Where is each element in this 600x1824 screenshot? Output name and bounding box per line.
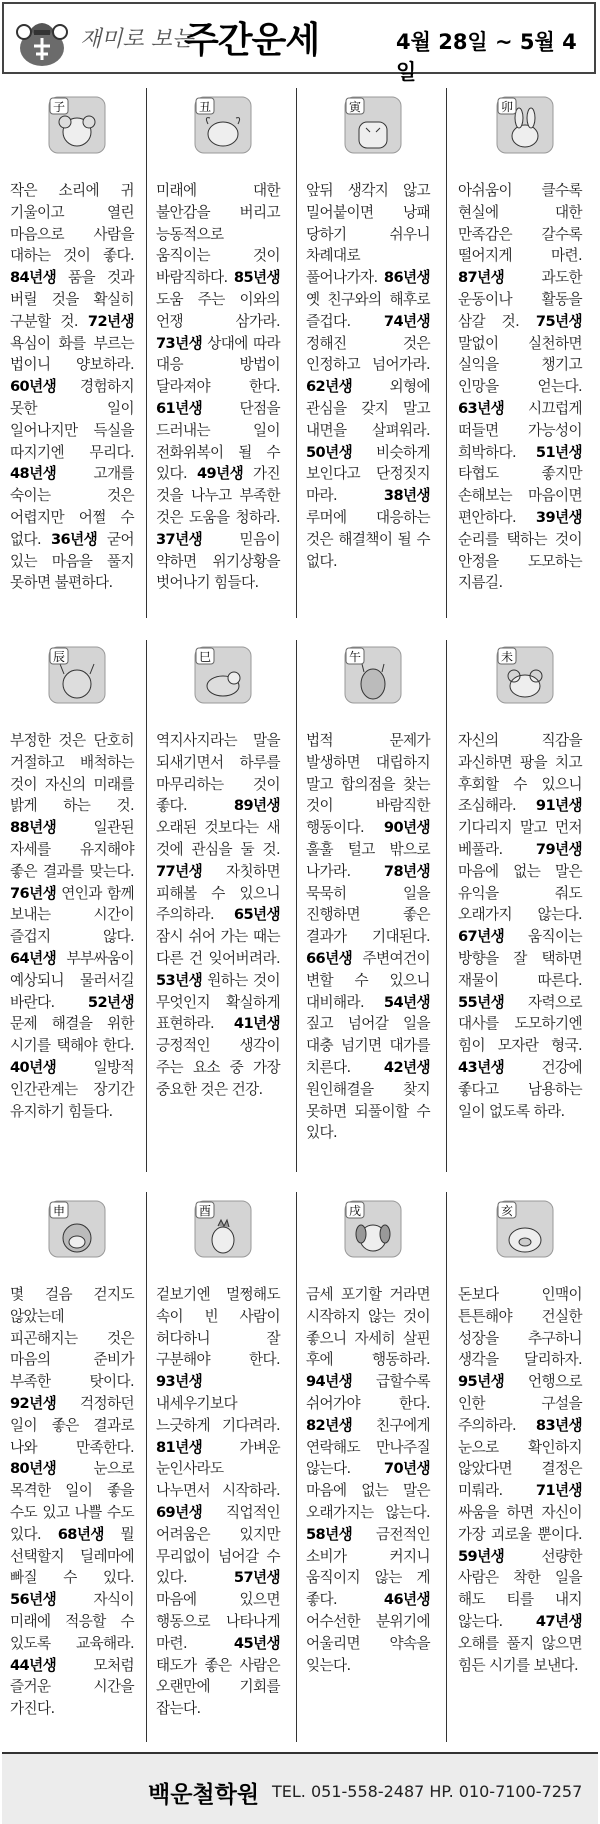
column-divider (296, 88, 297, 618)
svg-text:辰: 辰 (52, 650, 66, 664)
monkey-icon (48, 1200, 106, 1258)
fortune-text: 미래에 대한 불안감을 버리고 능동적으로 움직이는 것이 바람직하다. 85년생 도움 주는 이와의 언쟁 삼가라. 73년생 상대에 따라 대응 방법이 달라져야 한다. 61년생 단점을 드러내는 일이 전화위복이 될 수 있다. 49년생 가진 것을 나누고 부족한 것은 도움을 청하라. 37년생 믿음이 약하면 위기상황을 벗어나기 힘들다. (156, 182, 280, 592)
snake-icon (194, 646, 252, 704)
brand-name: 백운철학원 (148, 1782, 260, 1808)
fortune-text: 법적 문제가 발생하면 대립하지 말고 합의점을 찾는 것이 바람직한 행동이다. 90년생 훌훌 털고 밖으로 나가라. 78년생 묵묵히 일을 진행하면 좋은 결과가 기대된다. 66년생 주변여건이 변할 수 있으니 대비해라. 54년생 짚고 넘어갈 일을 대충 넘기면 대가를 치른다. 42년생 원인해결을 찾지 못하면 되풀이할 수 있다. (306, 732, 430, 1142)
header (2, 2, 596, 84)
column-divider (446, 88, 447, 618)
header-subtitle: 재미로 보는 (80, 27, 194, 52)
dog-icon (344, 1200, 402, 1258)
fortune-text: 역지사지라는 말을 되새기면서 하루를 마무리하는 것이 좋다. 89년생 오래된 것보다는 새 것에 관심을 둘 것. 77년생 자칫하면 피해볼 수 있으니 주의하라. 65년생 잠시 쉬어 가는 때는 다른 건 잊어버려라. 53년생 원하는 것이 무엇인지 확실하게 표현하라. 41년생 긍정적인 생각이 주는 요소 중 가장 중요한 것은 건강. (156, 732, 280, 1098)
contact-info: TEL. 051-558-2487 HP. 010-7100-7257 (272, 1782, 583, 1801)
column-divider (446, 640, 447, 1172)
svg-text:戌: 戌 (348, 1204, 362, 1218)
fortune-text: 자신의 직감을 과신하면 팡을 치고 후회할 수 있으니 조심해라. 91년생 기다리지 말고 먼저 베풀라. 79년생 마음에 없는 말은 유익을 줘도 오래가지 않는다. 67년생 움직이는 방향을 잘 택하면 재물이 따른다. 55년생 자력으로 대사를 도모하기엔 힘이 모자란 형국. 43년생 건강에 좋다고 남용하는 일이 없도록 하라. (458, 732, 582, 1120)
svg-text:酉: 酉 (198, 1204, 212, 1218)
footer (2, 1752, 598, 1824)
svg-text:午: 午 (348, 650, 362, 664)
dragon-icon (48, 646, 106, 704)
fortune-text: 돈보다 인맥이 튼튼해야 건실한 성장을 추구하니 생각을 달리하자. 95년생 언행으로 인한 구설을 주의하라. 83년생 눈으로 확인하지 않았다면 결정은 미뤄라. 71년생 싸움을 하면 자신이 가장 괴로울 뿐이다. 59년생 선량한 사람은 착한 일을 해도 티를 내지 않는다. 47년생 오해를 풀지 않으면 힘든 시기를 보낸다. (458, 1286, 582, 1674)
fortune-text: 부정한 것은 단호히 거절하고 배척하는 것이 자신의 미래를 밝게 하는 것. 88년생 일관된 자세를 유지해야 좋은 결과를 맞는다. 76년생 연인과 함께 보내는 시간이 즐겁지 않다. 64년생 부부싸움이 예상되니 물러서길 바란다. 52년생 문제 해결을 위한 시기를 택해야 한다. 40년생 일방적 인간관계는 장기간 유지하기 힘들다. (10, 732, 134, 1120)
column-divider (296, 1192, 297, 1742)
rooster-icon (194, 1200, 252, 1258)
svg-text:亥: 亥 (500, 1204, 514, 1218)
svg-text:未: 未 (500, 650, 514, 664)
fortune-text: 앞뒤 생각지 않고 밀어붙이면 낭패 당하기 쉬우니 차례대로 풀어나가자. 86년생 옛 친구와의 해후로 즐겁다. 74년생 정해진 것은 인정하고 넘어가라. 62년생 외형에 관심을 갖지 말고 내면을 살펴워라. 50년생 비슷하게 보인다고 단정짓지 마라. 38년생 루머에 대응하는 것은 해결책이 될 수 없다. (306, 182, 430, 570)
svg-text:巳: 巳 (198, 650, 212, 664)
column-divider (146, 88, 147, 618)
pig-icon (496, 1200, 554, 1258)
column-divider (146, 640, 147, 1172)
horse-icon (344, 646, 402, 704)
column-divider (146, 1192, 147, 1742)
money-bag-icon (12, 10, 72, 68)
column-divider (296, 640, 297, 1172)
svg-text:丑: 丑 (198, 100, 212, 114)
rabbit-icon (496, 96, 554, 154)
svg-text:寅: 寅 (348, 100, 362, 114)
fortune-text: 아쉬움이 클수록 현실에 대한 만족감은 갈수록 떨어지게 마련. 87년생 과도한 운동이나 활동을 삼갈 것. 75년생 말없이 실천하면 실익을 챙기고 인망을 얻는다. 63년생 시끄럽게 떠들면 가능성이 희박하다. 51년생 타협도 좋지만 손해보는 마음이면 편안하다. 39년생 순리를 택하는 것이 안정을 도모하는 지름길. (458, 182, 582, 592)
page-title: 주간운세 (184, 20, 320, 61)
ox-icon (194, 96, 252, 154)
svg-text:申: 申 (52, 1204, 66, 1218)
fortune-text: 작은 소리에 귀 기울이고 열린 마음으로 사람을 대하는 것이 좋다. 84년생 품을 것과 버릴 것을 확실히 구분할 것. 72년생 욕심이 화를 부르는 법이니 양보하라. 60년생 경험하지 못한 일이 일어나지만 득실을 따지기엔 무리다. 48년생 고개를 숙이는 것은 어렵지만 어쩔 수 없다. 36년생 굳어 있는 마음을 풀지 못하면 불편하다. (10, 182, 134, 592)
fortune-text: 금세 포기할 거라면 시작하지 않는 것이 좋으니 자세히 살핀 후에 행동하라. 94년생 급할수록 쉬어가야 한다. 82년생 친구에게 연락해도 만나주질 않는다. 70년생 마음에 없는 말은 오래가지는 않는다. 58년생 금전적인 소비가 커지니 움직이지 않는 게 좋다. 46년생 어수선한 분위기에 어울리면 약속을 잊는다. (306, 1286, 430, 1674)
date-range: 4월 28일 ~ 5월 4일 (396, 30, 577, 84)
fortune-text: 몇 걸음 걷지도 않았는데 피곤해지는 것은 마음의 준비가 부족한 탓이다. 92년생 걱정하던 일이 좋은 결과로 나와 만족한다. 80년생 눈으로 목격한 일이 좋을 수도 있고 나쁠 수도 있다. 68년생 뭘 선택할지 딜레마에 빠질 수 있다. 56년생 자식이 미래에 적응할 수 있도록 교육해라. 44년생 모처럼 즐거운 시간을 가진다. (10, 1286, 134, 1718)
fortune-text: 겉보기엔 멀쩡해도 속이 빈 사람이 허다하니 잘 구분해야 한다. 93년생 내세우기보다 느긋하게 기다려라. 81년생 가벼운 눈인사라도 나누면서 시작하라. 69년생 직업적인 어려움은 있지만 무리없이 넘어갈 수 있다. 57년생 마음에 있으면 행동으로 나타나게 마련. 45년생 태도가 좋은 사람은 오랜만에 기회를 잡는다. (156, 1286, 280, 1718)
column-divider (446, 1192, 447, 1742)
sheep-icon (496, 646, 554, 704)
tiger-icon (344, 96, 402, 154)
svg-text:子: 子 (52, 100, 66, 114)
svg-text:卯: 卯 (500, 100, 514, 114)
rat-icon (48, 96, 106, 154)
